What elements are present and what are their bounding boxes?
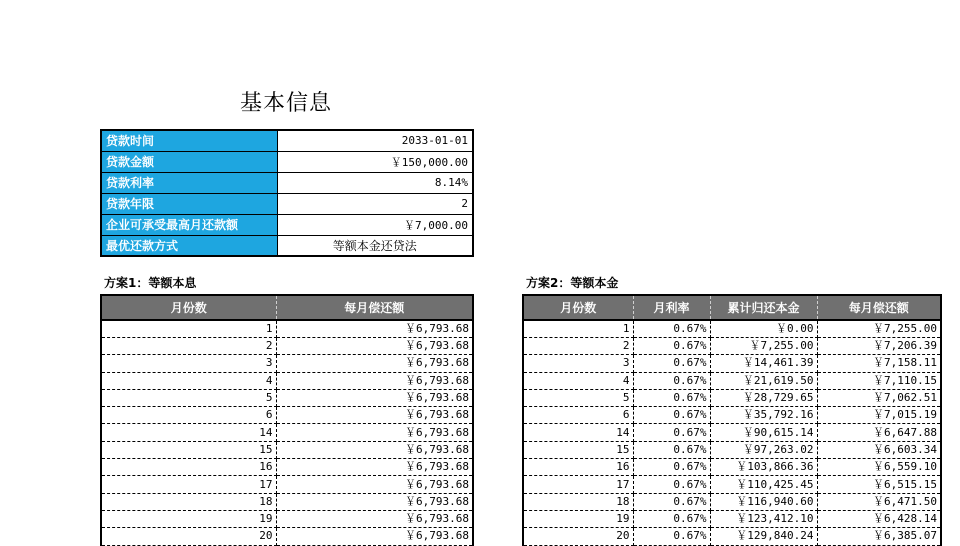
table-cell[interactable]: ￥6,793.68 — [276, 320, 473, 338]
table-cell[interactable]: ￥116,940.60 — [710, 493, 817, 510]
table-row — [523, 459, 941, 476]
table-cell[interactable]: 16 — [101, 459, 276, 476]
table-cell[interactable]: 0.67% — [633, 372, 710, 389]
table-cell[interactable]: 1 — [523, 320, 633, 338]
table-cell[interactable]: ￥6,471.50 — [817, 493, 941, 510]
table-cell[interactable]: 0.67% — [633, 320, 710, 338]
table-cell[interactable]: ￥6,793.68 — [276, 407, 473, 424]
table-cell[interactable]: 0.67% — [633, 338, 710, 355]
info-value[interactable]: 2 — [277, 193, 473, 214]
table-cell[interactable]: ￥0.00 — [710, 320, 817, 338]
table-cell[interactable]: 18 — [523, 493, 633, 510]
table-cell[interactable]: ￥6,793.68 — [276, 510, 473, 527]
info-row — [101, 172, 473, 193]
table-cell[interactable]: ￥110,425.45 — [710, 476, 817, 493]
info-label: 贷款年限 — [101, 193, 277, 214]
table-row — [523, 441, 941, 458]
table-row — [523, 338, 941, 355]
info-value[interactable]: 2033-01-01 — [277, 130, 473, 151]
table-cell[interactable]: ￥6,647.88 — [817, 424, 941, 441]
table-cell[interactable]: ￥6,793.68 — [276, 476, 473, 493]
basic-info-table — [100, 129, 474, 257]
table-cell[interactable]: ￥7,206.39 — [817, 338, 941, 355]
table-cell[interactable]: 19 — [523, 510, 633, 527]
table-row — [101, 389, 473, 406]
table-cell[interactable]: ￥35,792.16 — [710, 407, 817, 424]
table-cell[interactable]: 0.67% — [633, 459, 710, 476]
table-cell[interactable]: 3 — [523, 355, 633, 372]
table-cell[interactable]: 17 — [101, 476, 276, 493]
info-value[interactable]: ￥7,000.00 — [277, 214, 473, 235]
table-cell[interactable]: ￥21,619.50 — [710, 372, 817, 389]
table-cell[interactable]: ￥103,866.36 — [710, 459, 817, 476]
column-header: 月利率 — [633, 295, 710, 320]
table-cell[interactable]: 0.67% — [633, 493, 710, 510]
table-cell[interactable]: 3 — [101, 355, 276, 372]
table-cell[interactable]: ￥6,603.34 — [817, 441, 941, 458]
plan1-table — [100, 294, 474, 546]
table-row — [523, 320, 941, 338]
info-label: 贷款时间 — [101, 130, 277, 151]
table-cell[interactable]: ￥7,255.00 — [817, 320, 941, 338]
table-cell[interactable]: ￥6,793.68 — [276, 338, 473, 355]
table-row — [523, 355, 941, 372]
column-header: 累计归还本金 — [710, 295, 817, 320]
table-cell[interactable]: ￥6,793.68 — [276, 372, 473, 389]
table-row — [101, 510, 473, 527]
table-row — [101, 338, 473, 355]
column-header: 月份数 — [523, 295, 633, 320]
table-cell[interactable]: 0.67% — [633, 476, 710, 493]
table-row — [101, 493, 473, 510]
info-value[interactable]: 8.14% — [277, 172, 473, 193]
table-row — [101, 528, 473, 545]
page-title: 基本信息 — [240, 91, 333, 116]
info-label: 贷款金额 — [101, 151, 277, 172]
table-row — [523, 424, 941, 441]
info-row — [101, 235, 473, 256]
table-cell[interactable]: 16 — [523, 459, 633, 476]
table-cell[interactable]: ￥6,793.68 — [276, 441, 473, 458]
table-row — [523, 528, 941, 545]
table-cell[interactable]: ￥123,412.10 — [710, 510, 817, 527]
table-cell[interactable]: 17 — [523, 476, 633, 493]
table-row — [101, 372, 473, 389]
info-label: 最优还款方式 — [101, 235, 277, 256]
table-cell[interactable]: ￥28,729.65 — [710, 389, 817, 406]
info-row — [101, 130, 473, 151]
table-cell[interactable]: 0.67% — [633, 407, 710, 424]
table-cell[interactable]: ￥6,793.68 — [276, 355, 473, 372]
table-cell[interactable]: 5 — [523, 389, 633, 406]
column-header: 每月偿还额 — [817, 295, 941, 320]
table-row — [523, 476, 941, 493]
table-cell[interactable]: 0.67% — [633, 355, 710, 372]
table-cell[interactable]: ￥97,263.02 — [710, 441, 817, 458]
plan2-caption: 方案2：等额本金 — [526, 276, 619, 290]
table-cell[interactable]: 14 — [523, 424, 633, 441]
table-cell[interactable]: 20 — [101, 528, 276, 545]
column-header: 月份数 — [101, 295, 276, 320]
table-cell[interactable]: ￥6,428.14 — [817, 510, 941, 527]
table-cell[interactable]: ￥6,793.68 — [276, 389, 473, 406]
table-cell[interactable]: ￥6,793.68 — [276, 528, 473, 545]
table-cell[interactable]: 6 — [523, 407, 633, 424]
table-row — [101, 476, 473, 493]
table-cell[interactable]: ￥7,158.11 — [817, 355, 941, 372]
table-cell[interactable]: 14 — [101, 424, 276, 441]
table-row — [523, 389, 941, 406]
table-cell[interactable]: ￥6,793.68 — [276, 424, 473, 441]
table-cell[interactable]: 0.67% — [633, 389, 710, 406]
info-value[interactable]: 等额本金还贷法 — [332, 238, 417, 253]
table-row — [101, 407, 473, 424]
info-row — [101, 151, 473, 172]
table-cell[interactable]: ￥6,793.68 — [276, 493, 473, 510]
plan1-caption: 方案1：等额本息 — [104, 276, 197, 290]
table-row — [101, 424, 473, 441]
plan2-table — [522, 294, 942, 546]
table-cell[interactable]: 4 — [101, 372, 276, 389]
table-row — [523, 493, 941, 510]
info-label: 企业可承受最高月还款额 — [101, 214, 277, 235]
info-label: 贷款利率 — [101, 172, 277, 193]
info-row — [101, 193, 473, 214]
table-cell[interactable]: 15 — [523, 441, 633, 458]
table-cell[interactable]: 1 — [101, 320, 276, 338]
table-cell[interactable]: ￥7,062.51 — [817, 389, 941, 406]
table-cell[interactable]: 18 — [101, 493, 276, 510]
table-cell[interactable]: ￥6,515.15 — [817, 476, 941, 493]
table-cell[interactable]: 0.67% — [633, 510, 710, 527]
table-cell[interactable]: ￥7,255.00 — [710, 338, 817, 355]
table-cell[interactable]: 0.67% — [633, 528, 710, 545]
table-cell[interactable]: 4 — [523, 372, 633, 389]
info-row — [101, 214, 473, 235]
table-row — [523, 510, 941, 527]
table-cell[interactable]: ￥6,385.07 — [817, 528, 941, 545]
table-cell[interactable]: 2 — [101, 338, 276, 355]
table-cell[interactable]: 5 — [101, 389, 276, 406]
table-cell[interactable]: 6 — [101, 407, 276, 424]
info-value[interactable]: ￥150,000.00 — [277, 151, 473, 172]
table-row — [523, 407, 941, 424]
table-cell[interactable]: 0.67% — [633, 424, 710, 441]
table-row — [101, 320, 473, 338]
table-cell[interactable]: ￥6,559.10 — [817, 459, 941, 476]
table-cell[interactable]: 15 — [101, 441, 276, 458]
table-row — [101, 441, 473, 458]
table-cell[interactable]: 20 — [523, 528, 633, 545]
table-row — [523, 372, 941, 389]
table-cell[interactable]: 2 — [523, 338, 633, 355]
table-cell[interactable]: ￥14,461.39 — [710, 355, 817, 372]
table-cell[interactable]: ￥129,840.24 — [710, 528, 817, 545]
table-row — [101, 355, 473, 372]
column-header: 每月偿还额 — [276, 295, 473, 320]
table-cell[interactable]: ￥6,793.68 — [276, 459, 473, 476]
table-cell[interactable]: 19 — [101, 510, 276, 527]
table-row — [101, 459, 473, 476]
table-cell[interactable]: ￥90,615.14 — [710, 424, 817, 441]
table-cell[interactable]: ￥7,015.19 — [817, 407, 941, 424]
table-cell[interactable]: 0.67% — [633, 441, 710, 458]
table-cell[interactable]: ￥7,110.15 — [817, 372, 941, 389]
